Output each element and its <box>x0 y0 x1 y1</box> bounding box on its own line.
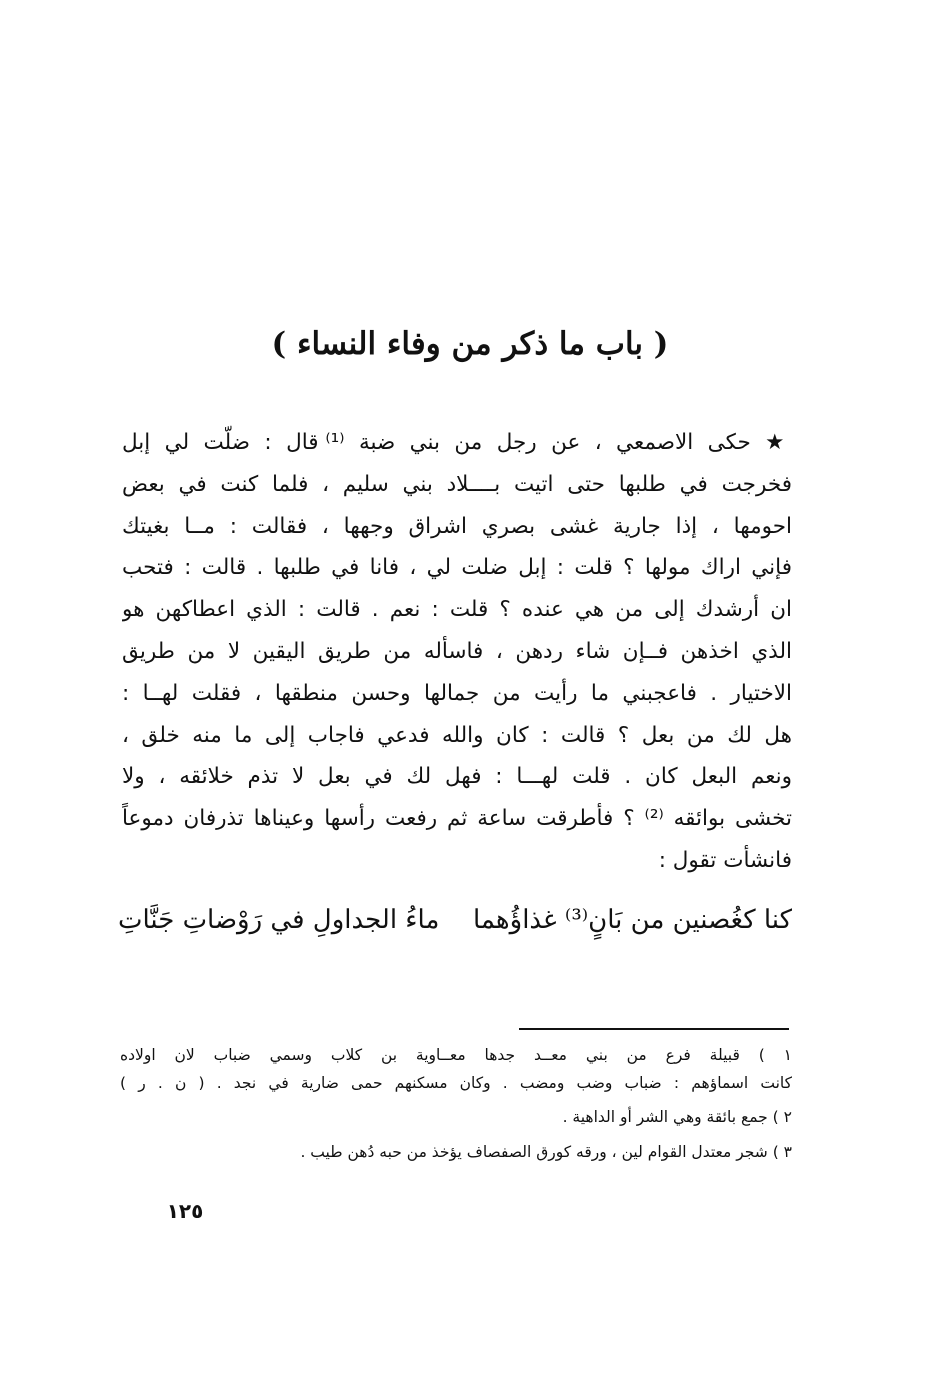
paragraph-line: فخرجت في طلبها حتى اتيت بــــلاد بني سليم ، فلما كنت في بعض <box>122 471 792 497</box>
paragraph-line: فانشأت تقول : <box>658 847 792 873</box>
footnote-1-line-1: ١ ) قبيلة فرع من بني معــد جدها معــاوية بن كلاب وسمي ضباب لان اولاده <box>120 1046 792 1064</box>
paragraph-line: الاختيار . فاعجبني ما رأيت من جمالها وحسن منطقها ، فقلت لهــا : <box>122 680 792 706</box>
paragraph-line: ★ حكى الاصمعي ، عن رجل من بني ضبة ⁽¹⁾ قال : ضلّت لي إبل <box>122 430 792 455</box>
paragraph-line: تخشى بوائقه ⁽²⁾ ؟ فأطرقت ساعة ثم رفعت رأسها وعيناها تذرفان دموعاً <box>122 806 792 832</box>
paragraph-line: احومها ، إذا جارية غشى بصري اشراق وجهها ، فقالت : مــا بغيتك <box>122 513 792 539</box>
page-number: ١٢٥ <box>166 1199 204 1223</box>
paragraph-line: فإني اراك مولها ؟ قلت : إبل ضلت لي ، فانا في طلبها . قالت : فتحب <box>122 555 792 581</box>
footnote-1-line-2: كانت اسماؤهم : ضباب وضب ومضب . وكان مسكنهم حمى ضارية في نجد . ( ن . ر ) <box>120 1073 792 1092</box>
poem-verse <box>118 894 792 946</box>
chapter-title: ( باب ما ذكر من وفاء النساء ) <box>271 326 669 362</box>
paragraph-line: الذي اخذهن فــإن شاء ردهن ، فاسأله من طريق اليقين لا من طريق <box>122 638 792 664</box>
footnote-2: ٢ ) جمع بائقة وهي الشر أو الداهية . <box>562 1108 792 1126</box>
verse-first-hemistich: كنا كغُصنين من بَانٍ⁽³⁾ غذاؤُهما <box>472 905 792 935</box>
footnote-separator <box>519 1028 789 1030</box>
main-paragraph <box>122 422 792 882</box>
verse-second-hemistich: ماءُ الجداولِ في رَوْضاتِ جَنَّاتِ <box>118 905 440 935</box>
footnote-3: ٣ ) شجر معتدل القوام لين ، ورقه كورق الصفصاف يؤخذ من حبه دُهن طيب . <box>300 1142 792 1161</box>
paragraph-line: ونعم البعل كان . قلت لهـــا : فهل لك في بعل لا تذم خلائقه ، ولا <box>122 764 792 790</box>
paragraph-line: هل لك من بعل ؟ قالت : كان والله فدعي فاجاب إلى ما منه خلق ، <box>122 722 792 748</box>
paragraph-line: ان أرشدك إلى من هي عنده ؟ قلت : نعم . قالت : الذي اعطاكهن هو <box>122 597 792 623</box>
footnotes <box>120 1042 792 1166</box>
